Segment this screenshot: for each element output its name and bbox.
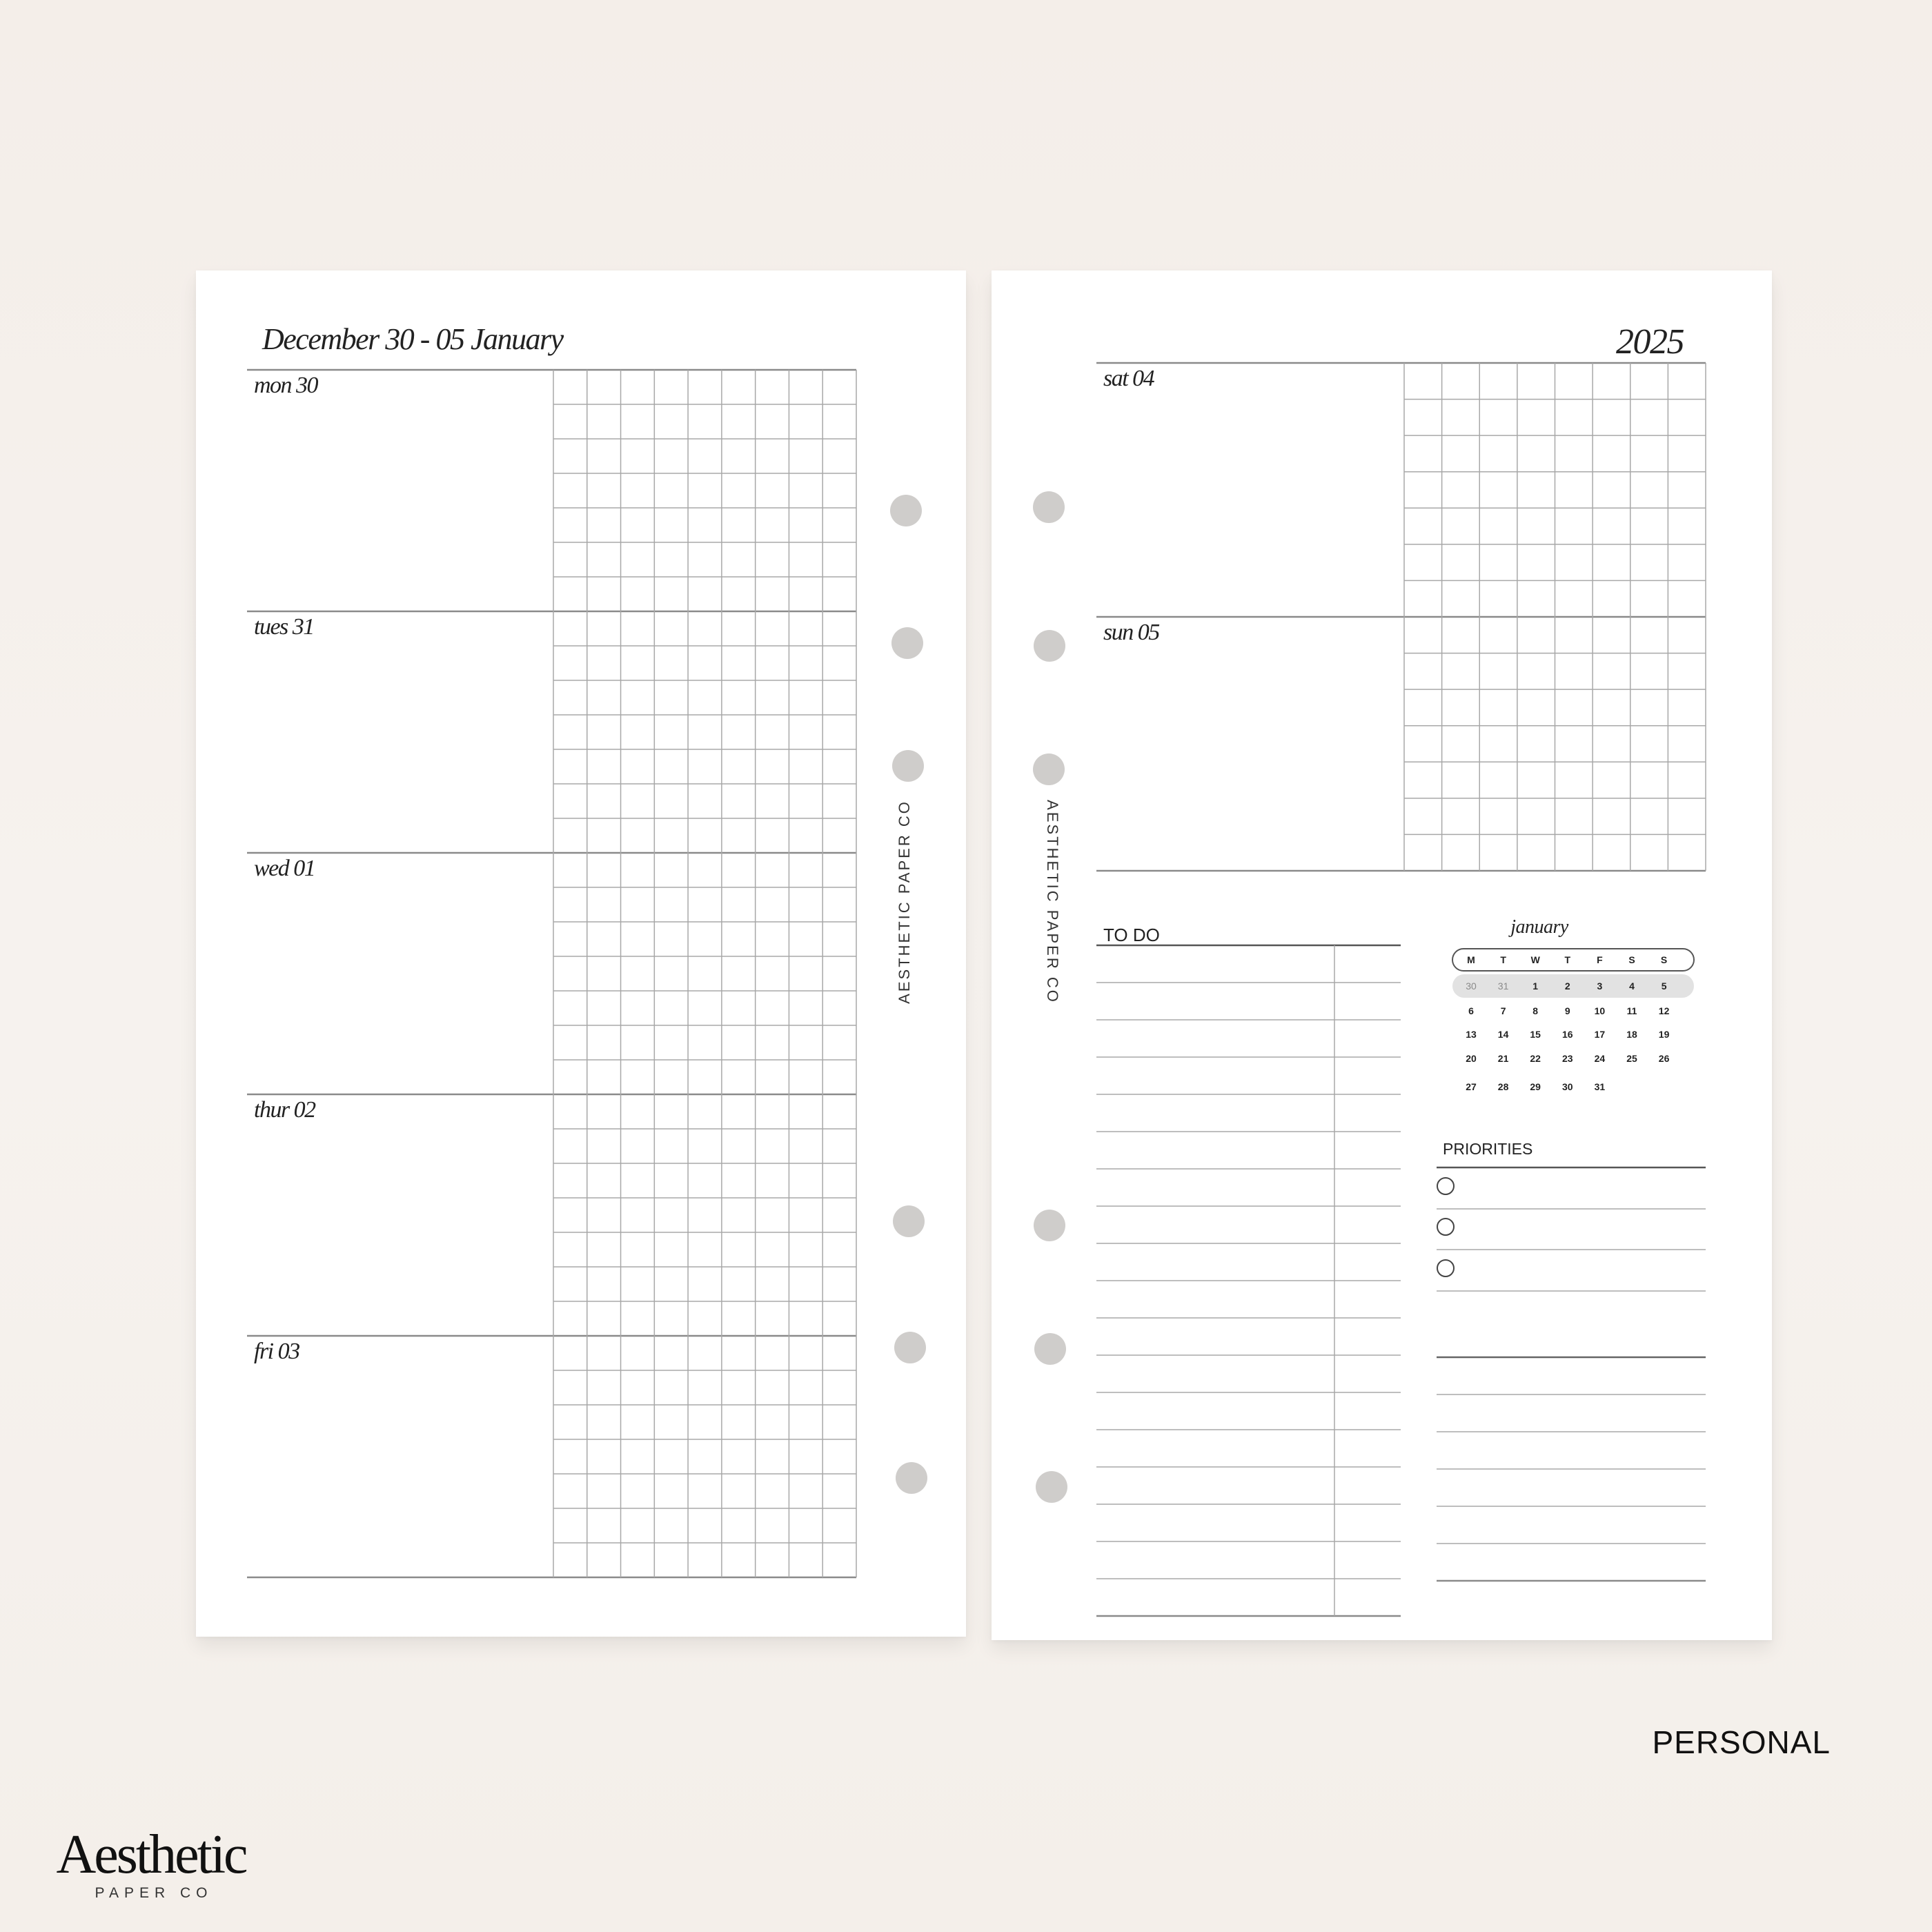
weekday-header: W [1530, 954, 1540, 965]
day-label: fri 03 [254, 1339, 299, 1364]
day-label: wed 01 [254, 856, 315, 881]
left-planner-page [196, 270, 966, 1637]
day-label: tues 31 [254, 614, 314, 640]
calendar-day: 3 [1597, 980, 1603, 992]
calendar-day: 17 [1594, 1029, 1606, 1040]
calendar-day: 22 [1530, 1053, 1541, 1064]
weekday-header: S [1628, 954, 1635, 965]
year-label: 2025 [1616, 322, 1684, 362]
weekday-header: T [1500, 954, 1506, 965]
day-label: sun 05 [1103, 620, 1159, 645]
calendar-day: 10 [1594, 1005, 1606, 1016]
calendar-day: 30 [1562, 1081, 1573, 1092]
calendar-day: 16 [1562, 1029, 1573, 1040]
calendar-day: 12 [1658, 1005, 1670, 1016]
brand-logo-wordmark: Aesthetic [56, 1824, 246, 1885]
binder-hole [1034, 1210, 1065, 1241]
calendar-day: 18 [1626, 1029, 1637, 1040]
day-label: thur 02 [254, 1097, 315, 1123]
priority-checkbox[interactable] [1437, 1177, 1455, 1195]
weekday-header: S [1660, 954, 1668, 965]
priority-checkbox[interactable] [1437, 1218, 1455, 1236]
calendar-day: 20 [1466, 1053, 1477, 1064]
calendar-day: 7 [1500, 1005, 1506, 1016]
spine-brand-text: AESTHETIC PAPER CO [896, 800, 913, 1004]
calendar-day: 5 [1661, 980, 1667, 992]
calendar-day: 23 [1562, 1053, 1573, 1064]
calendar-day: 28 [1497, 1081, 1509, 1092]
binder-hole [1034, 630, 1065, 662]
binder-hole [891, 627, 923, 659]
calendar-day: 31 [1594, 1081, 1606, 1092]
mini-calendar-month: january [1510, 916, 1568, 938]
binder-hole [893, 1205, 925, 1237]
binder-hole [892, 750, 924, 782]
binder-hole [1033, 753, 1065, 785]
calendar-day: 30 [1466, 980, 1477, 992]
calendar-day: 4 [1629, 980, 1635, 992]
spine-brand-text: AESTHETIC PAPER CO [1044, 800, 1061, 1004]
calendar-day: 9 [1564, 1005, 1570, 1016]
right-planner-page [992, 270, 1772, 1640]
calendar-day: 27 [1466, 1081, 1477, 1092]
binder-hole [890, 495, 922, 526]
calendar-day: 24 [1594, 1053, 1606, 1064]
binder-hole [1036, 1471, 1067, 1503]
calendar-day: 19 [1658, 1029, 1670, 1040]
weekday-header: F [1597, 954, 1603, 965]
calendar-day: 2 [1564, 980, 1570, 992]
priority-checkbox[interactable] [1437, 1259, 1455, 1277]
calendar-day: 21 [1497, 1053, 1509, 1064]
day-label: mon 30 [254, 373, 318, 398]
binder-hole [896, 1462, 927, 1494]
calendar-day: 25 [1626, 1053, 1637, 1064]
binder-hole [1034, 1333, 1066, 1365]
binder-hole [894, 1332, 926, 1363]
brand-logo-subtext: PAPER CO [95, 1885, 213, 1901]
calendar-day: 1 [1532, 980, 1539, 992]
size-label: PERSONAL [1652, 1724, 1831, 1760]
weekday-header: M [1467, 954, 1475, 965]
calendar-day: 14 [1497, 1029, 1509, 1040]
todo-title: TO DO [1103, 925, 1160, 945]
brand-logo [51, 1824, 251, 1902]
week-title: December 30 - 05 January [262, 322, 563, 356]
binder-hole [1033, 491, 1065, 523]
calendar-day: 15 [1530, 1029, 1541, 1040]
calendar-day: 26 [1658, 1053, 1670, 1064]
calendar-day: 13 [1466, 1029, 1477, 1040]
calendar-day: 8 [1532, 1005, 1539, 1016]
left-grid [196, 270, 966, 1637]
weekday-header: T [1564, 954, 1571, 965]
priorities-title: PRIORITIES [1443, 1140, 1533, 1158]
calendar-day: 11 [1626, 1005, 1637, 1016]
calendar-day: 31 [1497, 980, 1509, 992]
calendar-day: 6 [1468, 1005, 1474, 1016]
day-label: sat 04 [1103, 366, 1154, 391]
calendar-day: 29 [1530, 1081, 1541, 1092]
